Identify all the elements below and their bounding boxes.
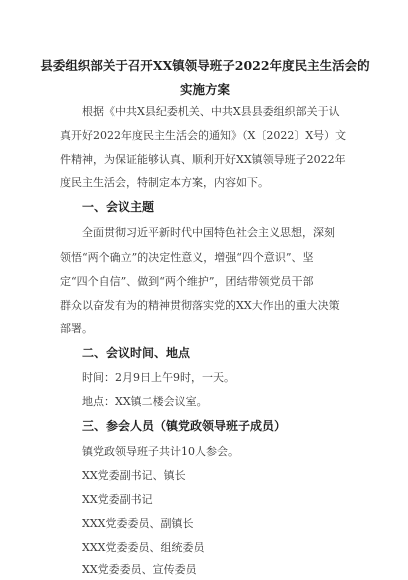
document-title-line-2: 实施方案 (179, 82, 230, 97)
document-title-line-1: 县委组织部关于召开XX镇领导班子2022年度民主生活会的 (40, 58, 370, 73)
section-3-intro: 镇党政领导班子共计10人参会。 (82, 445, 239, 458)
section-1-line-5: 部署。 (60, 322, 93, 335)
intro-line-3: 件精神，为保证能够认真、顺利开好XX镇领导班子2022年 (60, 153, 346, 166)
attendee-5: XX党委委员、宣传委员 (82, 563, 197, 576)
section-1-line-3: 定“四个自信”、做到“两个维护”，团结带领党员干部 (60, 275, 314, 288)
section-1-line-2: 领悟“两个确立”的决定性意义，增强“四个意识”、坚 (60, 251, 314, 264)
section-1-heading: 一、会议主题 (82, 200, 155, 214)
section-2-heading: 二、会议时间、地点 (82, 346, 191, 360)
intro-line-4: 度民主生活会，特制定本方案，内容如下。 (60, 176, 269, 189)
section-2-time: 时间：2月9日上午9时，一天。 (82, 371, 235, 384)
attendee-1: XX党委副书记、镇长 (82, 469, 186, 482)
section-1-line-4: 群众以奋发有为的精神贯彻落实党的XX大作出的重大决策 (60, 299, 340, 312)
section-3-heading: 三、参会人员（镇党政领导班子成员） (82, 419, 287, 433)
attendee-4: XXX党委委员、组统委员 (82, 541, 205, 554)
attendee-2: XX党委副书记 (82, 493, 153, 506)
section-2-place: 地点：XX镇二楼会议室。 (82, 395, 208, 408)
intro-line-1: 根据《中共X县纪委机关、中共X县县委组织部关于认 (82, 105, 340, 118)
attendee-3: XXX党委委员、副镇长 (82, 517, 194, 530)
section-1-line-1: 全面贯彻习近平新时代中国特色社会主义思想，深刻 (82, 226, 335, 239)
intro-line-2: 真开好2022年度民主生活会的通知》（X〔2022〕X号）文 (60, 129, 347, 142)
